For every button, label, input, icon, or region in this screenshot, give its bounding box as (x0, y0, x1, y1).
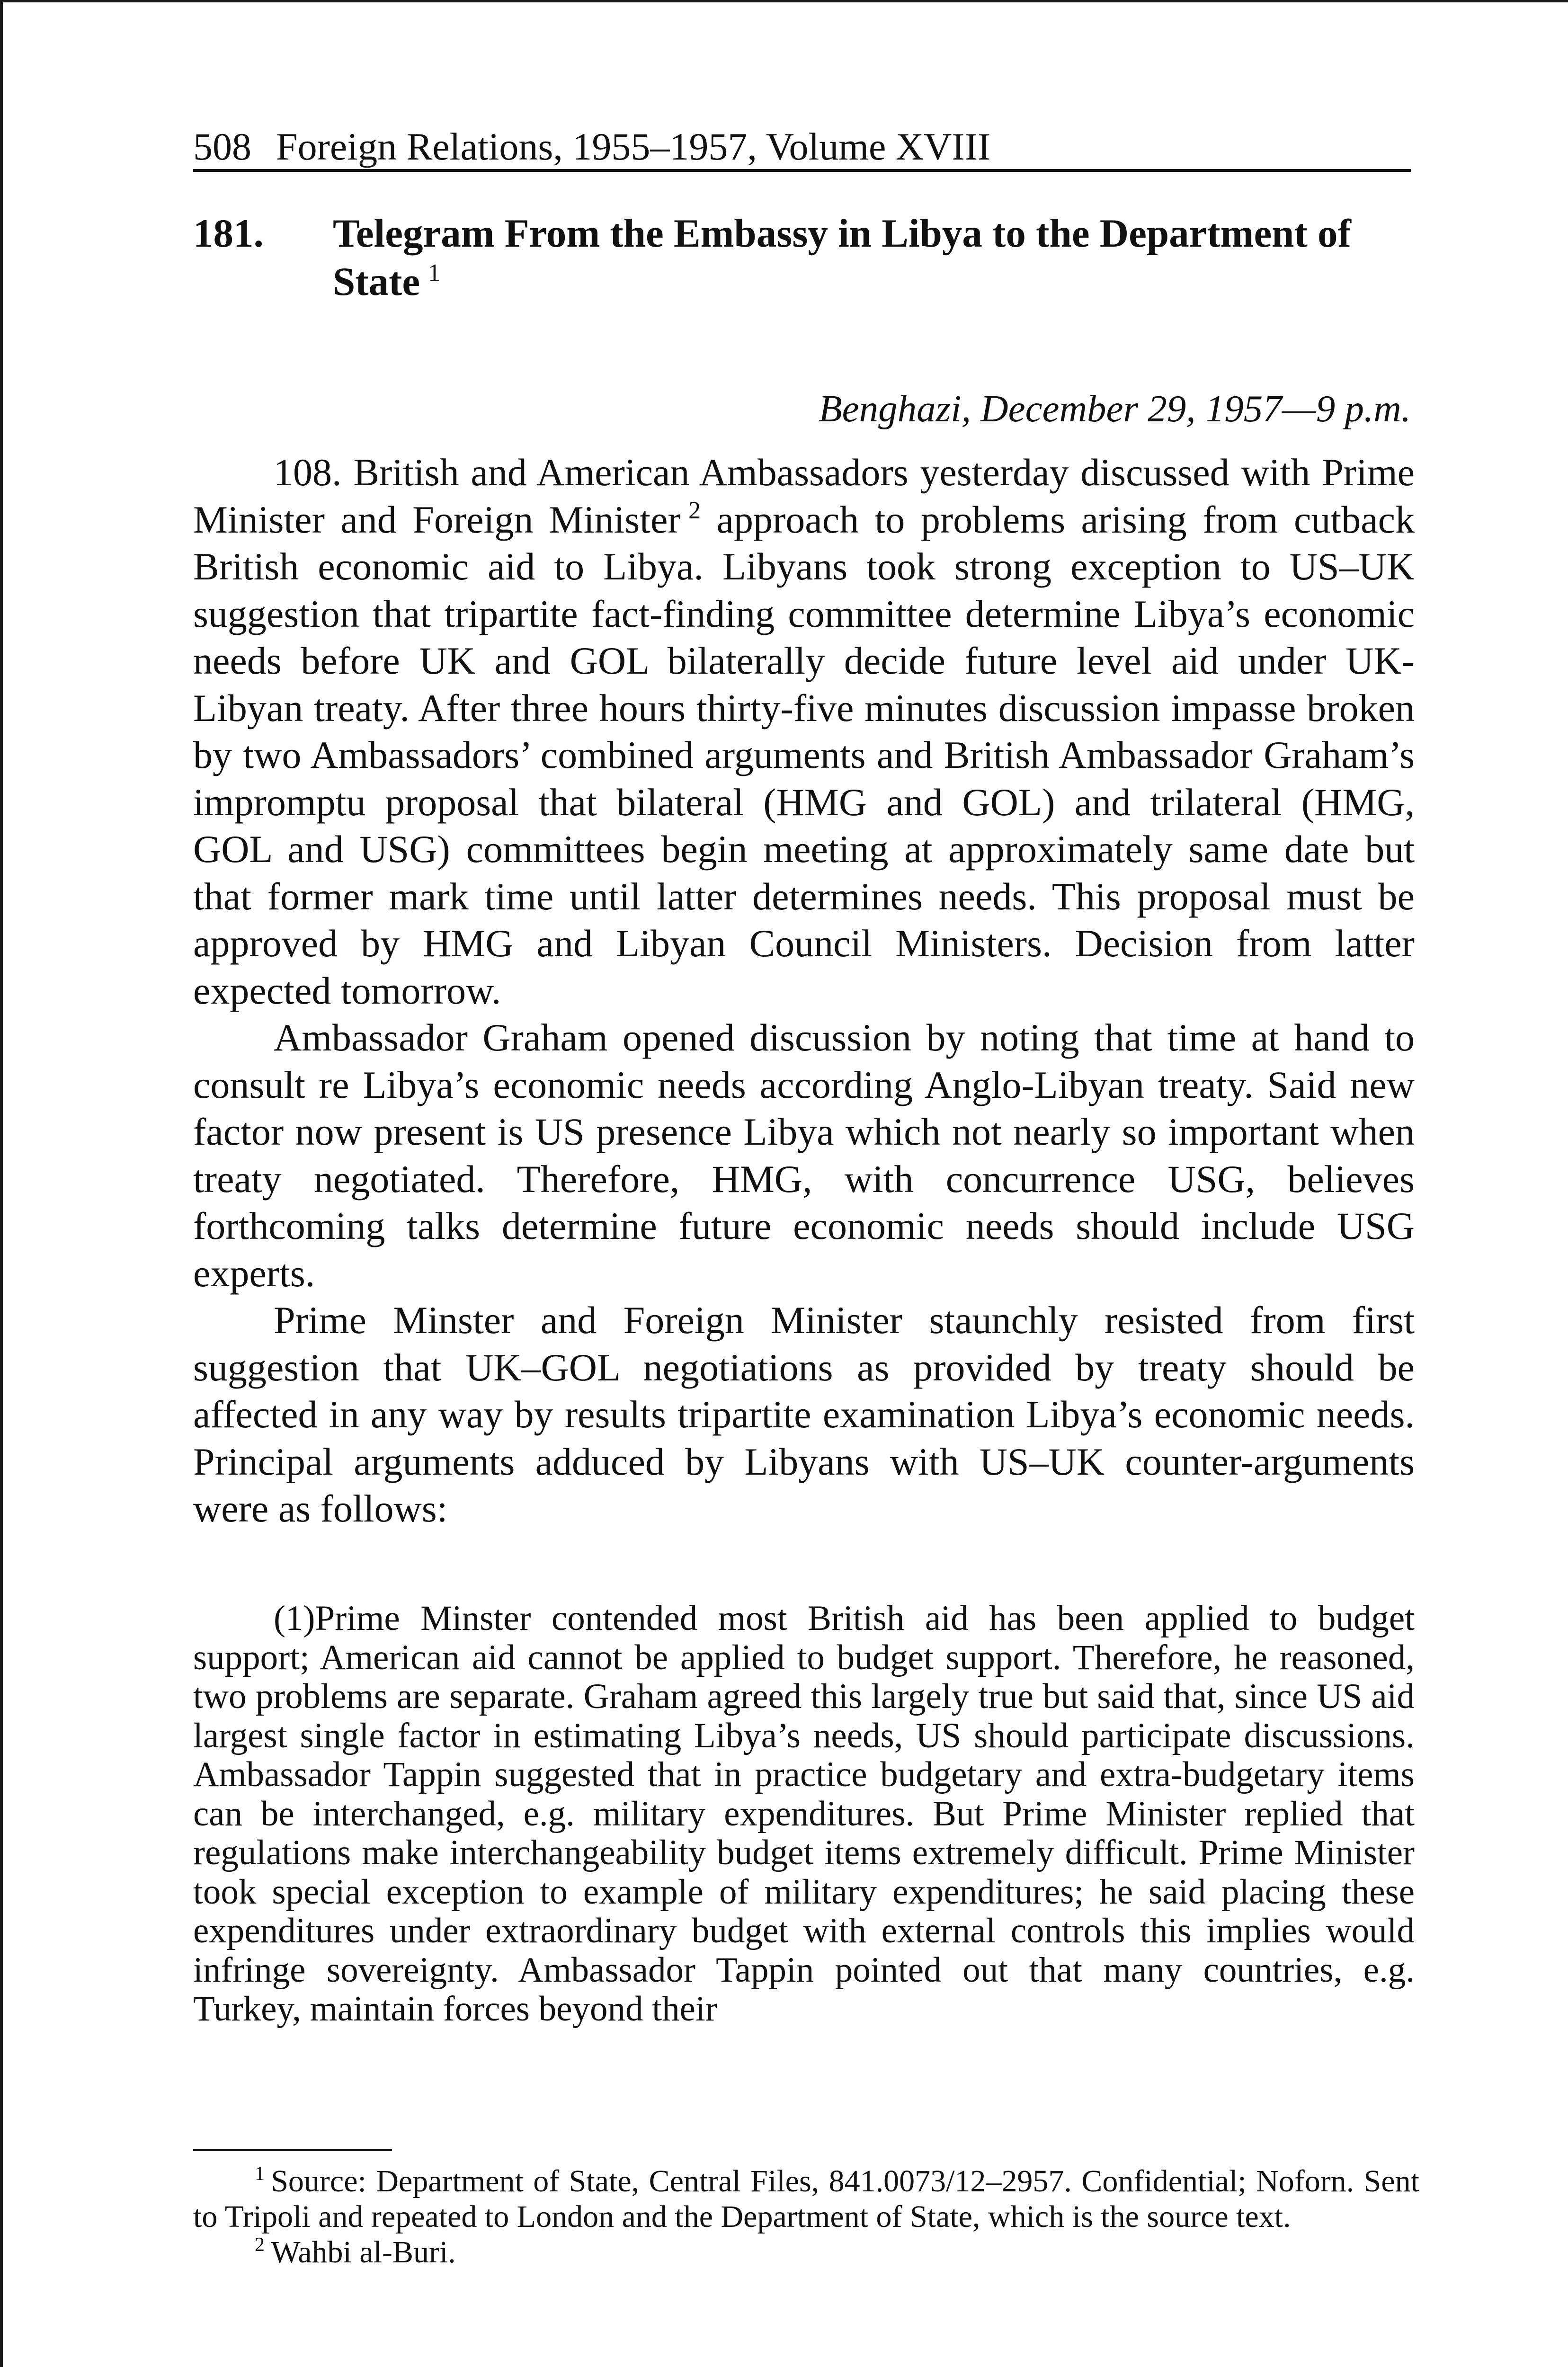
footnote-marker: 2 (255, 2234, 265, 2256)
document-title: Telegram From the Embassy in Libya to the Department of State (333, 211, 1351, 304)
running-head (193, 124, 1411, 169)
page-number: 508 (193, 125, 251, 168)
footnote-text: Source: Department of State, Central Files, 841.0073/12–2957. Confidential; Noforn. Sent to Tripoli and repeated to London and the Department of State, which is the source text. (193, 2164, 1419, 2234)
scan-edge (0, 0, 3, 2367)
footnote-ref: 2 (688, 497, 701, 524)
paragraph: Prime Minster and Foreign Minister staunchly resisted from first suggestion that UK–GOL negotiations as provided by treaty should be affected in any way by results tripartite examination Libya’s economic needs. Principal arguments adduced by Libyans with US–UK counter-arguments were as follows: (193, 1299, 1415, 1530)
footnote (193, 2234, 1419, 2270)
document-heading (193, 209, 1411, 306)
numbered-argument (193, 1599, 1415, 2029)
footnote-ref: 1 (428, 259, 441, 286)
running-head-rule (193, 169, 1411, 172)
paragraph: (1)Prime Minster contended most British aid has been applied to budget support; American aid cannot be applied to budget support. Therefore, he reasoned, two problems are separate. Graham agreed this largely true but said that, since US aid largest single factor in estimating Libya’s needs, US should participate discussions. Ambassador Tappin suggested that in practice budgetary and extra-budgetary items can be interchanged, e.g. military expenditures. But Prime Minister replied that regulations make interchangeability budget items extremely difficult. Prime Minister took special exception to example of military expenditures; he said placing these expenditures under extraordinary budget with external controls this implies would infringe sovereignty. Ambassador Tappin pointed out that many countries, e.g. Turkey, maintain forces beyond their (193, 1599, 1415, 2029)
document-title-block (333, 209, 1411, 306)
footnote-marker: 1 (255, 2163, 265, 2185)
scan-edge (0, 0, 1568, 2)
document-number: 181. (193, 211, 264, 256)
paragraph (193, 449, 1415, 1014)
footnote-text: Wahbi al-Buri. (271, 2235, 456, 2269)
footnote (193, 2163, 1419, 2234)
footnotes (193, 2163, 1419, 2270)
footnote-rule (193, 2149, 392, 2151)
paragraph: Ambassador Graham opened discussion by noting that time at hand to consult re Libya’s economic needs according Anglo-Libyan treaty. Said new factor now present is US presence Libya which not nearly so important when treaty negotiated. Therefore, HMG, with concurrence USG, believes forthcoming talks determine future economic needs should include USG experts. (193, 1016, 1415, 1295)
telegram-body (193, 449, 1415, 1532)
running-head-title: Foreign Relations, 1955–1957, Volume XVIII (276, 125, 991, 168)
paragraph-text: 108. British and American Ambassadors yesterday discussed with Prime Minister and Foreign Minister (193, 451, 1415, 541)
dateline: Benghazi, December 29, 1957—9 p.m. (819, 387, 1411, 430)
paragraph-text: approach to problems arising from cutback British economic aid to Libya. Libyans took strong exception to US–UK suggestion that tripartite fact-finding committee determine Libya’s economic needs before UK and GOL bilaterally decide future level aid under UK-Libyan treaty. After three hours thirty-five minutes discussion impasse broken by two Ambassadors’ combined arguments and British Ambassador Graham’s impromptu proposal that bilateral (HMG and GOL) and trilateral (HMG, GOL and USG) committees begin meeting at approximately same date but that former mark time until latter determines needs. This proposal must be approved by HMG and Libyan Council Ministers. Decision from latter expected tomorrow. (193, 498, 1415, 1012)
